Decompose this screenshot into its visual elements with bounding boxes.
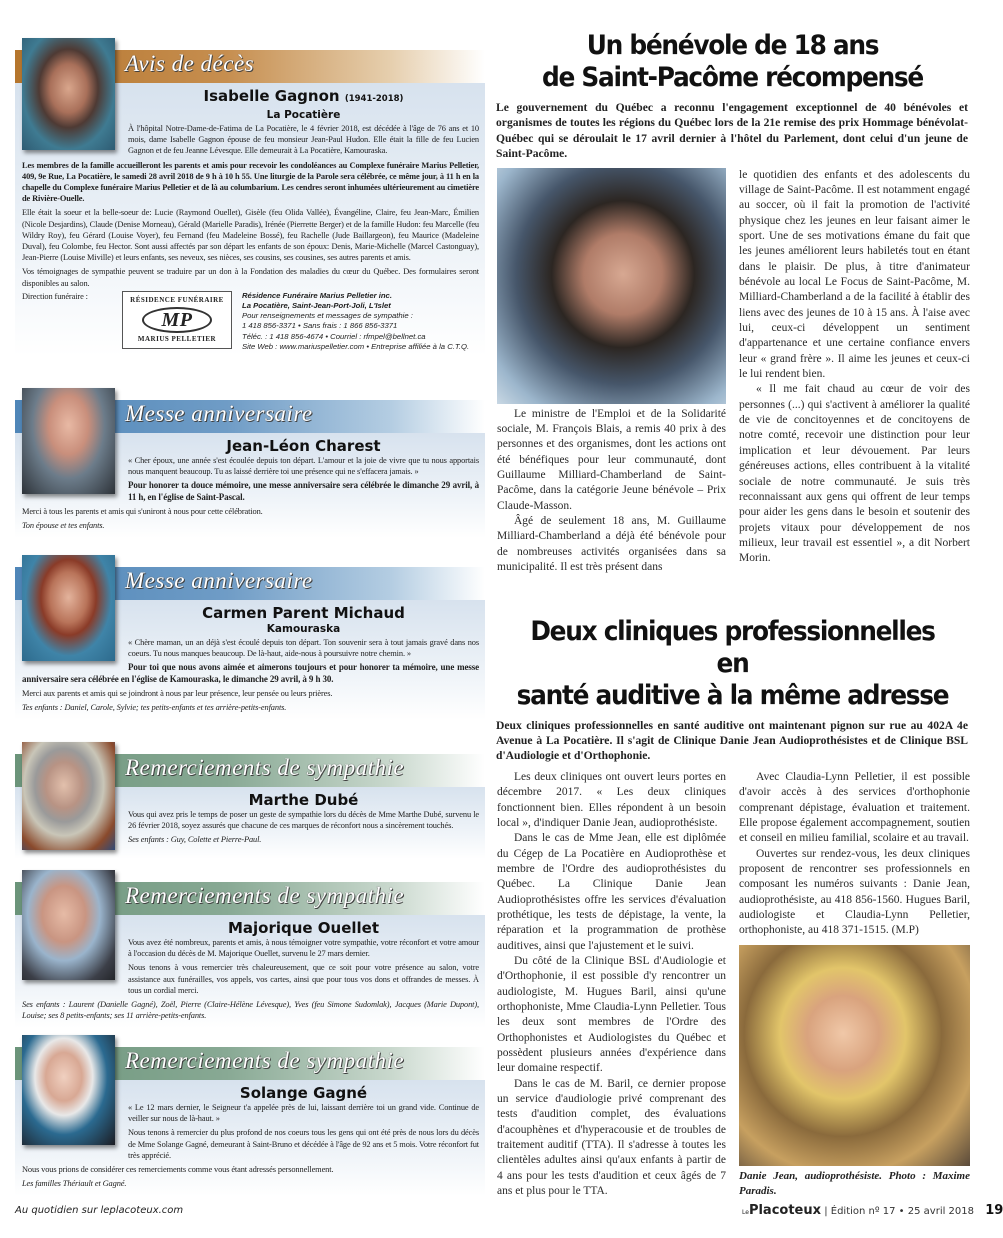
- paragraph: Nous tenons à remercier du plus profond de nos coeurs tous les gens qui ont été près de nous lors du décès de Mme Solange Gagné, demeurant à Saint-Bruno et décédée à l'âge de 92 ans et 5 mois. Votre réconfort fut très apprécié.: [128, 1128, 479, 1160]
- paragraph: « Il me fait chaud au cœur de voir des personnes (...) qui s'activent à améliorer la qualité de vie de concitoyennes et de concitoyens de notre comté, recevoir une distinction pour leur implication et leur dévouement. Par leurs généreuses actions, elles contribuent à la vitalité sociale de notre communauté. Je suis très reconnaissant aux gens qui offrent de leur temps pour aider les gens dans le besoin et soutenir des projets vitaux pour développement de nos milieux, leur travail est essentiel », a dit Norbert Morin.: [739, 383, 970, 565]
- paragraph: Elle était la soeur et la belle-soeur de: Lucie (Raymond Ouellet), Gisèle (feu Olida Vallée), Évangéline, Claire, feu Jean-Marc, Émilien (Nicole Desjardins), Claude (Denise Morneau), Gérald (Marielle Paradis), Irénée (Pierrette Berger) et de la famille Hudon: feu Marcelle (feu Wildry Roy), feu Gérard (Louise Voyer), feu Fernand (feu Madeleine Bossé), feu Rachelle (Jude Baillargeon), feu Maurice (Madeleine Duval), feu Colombe, feu Hector. Sont aussi affectés par son départ les enfants de son époux: Denis, Marie-Michelle (Marcel Castonguay), Jean-Pierre (Louise Miville) et leurs enfants, ses neveux, ses nièces, ses cousins, ses cousines, ses autres parents et amis.: [22, 208, 479, 263]
- person-name: Jean-Léon Charest: [226, 437, 381, 455]
- portrait-photo: [22, 1035, 115, 1145]
- article-column: [497, 770, 726, 1200]
- funeral-home-logo: RÉSIDENCE FUNÉRAIRE MP MARIUS PELLETIER: [122, 291, 232, 349]
- portrait-photo: [22, 38, 115, 150]
- paragraph: Nous tenons à vous remercier très chaleureusement, que ce soit pour votre présence au salon, votre assistance aux funérailles, vos appels, vos cartes, ainsi que pour tous vos dons et offrandes de messes. À tous un cordial merci.: [128, 963, 479, 995]
- paragraph: Merci à tous les parents et amis qui s'uniront à nous pour cette célébration.: [22, 506, 263, 516]
- obituaries-column: [15, 38, 485, 1217]
- years: (1941-2018): [344, 94, 404, 104]
- paragraph: Avec Claudia-Lynn Pelletier, il est possible d'avoir accès à des services d'orthophonie comprenant dépistage, évaluation et traitement. Elle propose également accompagnement, soutien et conseil en milieu familial, scolaire et au travail.: [739, 770, 970, 845]
- obituary-carmen-parent-michaud: [15, 555, 485, 742]
- article-headline: Un bénévole de 18 ans de Saint-Pacôme récompensé: [541, 30, 923, 93]
- article-intro: Deux cliniques professionnelles en santé auditive ont maintenant pignon sur rue au 402A 4e Avenue à La Pocatière. Il s'agit de Clinique Danie Jean Audioprothésistes et de Clinique BSL d'Audiologie et d'Orthophonie.: [496, 718, 968, 763]
- signature: Ses enfants : Laurent (Danielle Gagné), Zoël, Pierre (Claire-Hélène Lévesque), Yves (feu Simone Sudomlak), Jacques (Marie Dupont), Louise; ses 8 petits-enfants; ses 11 arrière-petits-enfants.: [22, 1000, 479, 1021]
- portrait-photo: [22, 870, 115, 980]
- paragraph: Dans le cas de M. Baril, ce dernier propose un service d'audiologie privé comprenant des tests d'audition complet, des évaluations d'acouphènes et d'hyperacousie et de troubles de traitement auditif (TTA). Il s'adresse à toutes les clientèles adultes ainsi qu'aux enfants à partir de 4 ans pour les tests d'audition et ceux âgés de 7 ans et plus pour le TTA.: [497, 1077, 726, 1198]
- person-name: Carmen Parent Michaud: [202, 604, 405, 622]
- portrait-photo: [22, 388, 115, 494]
- portrait-photo: [22, 555, 115, 661]
- portrait-photo: [22, 742, 115, 850]
- paragraph: « Cher époux, une année s'est écoulée depuis ton départ. L'amour et la joie de vivre que tu nous apportais nous manquent beaucoup. Tu as laissé derrière toi une présence qui ne s'effacera jamais. »: [128, 456, 479, 477]
- website-link[interactable]: Au quotidien sur leplacoteux.com: [15, 1205, 184, 1217]
- paragraph: Vous avez été nombreux, parents et amis, à nous témoigner votre sympathie, votre réconfort et votre amour à l'occasion du décès de M. Majorique Ouellet, survenu le 27 mars dernier.: [128, 938, 479, 959]
- place: La Pocatière: [266, 109, 341, 121]
- section-title: Remerciements de sympathie: [125, 1048, 405, 1073]
- section-title: Avis de décès: [125, 51, 255, 76]
- paragraph: À l'hôpital Notre-Dame-de-Fatima de La Pocatière, le 4 février 2018, est décédée à l'âge de 76 ans et 10 mois, dame Isabelle Gagnon épouse de feu monsieur Jean-Paul Hudon. Elle était la fille de feu Lucien Gagnon et de feu Jeanne Lévesque. Elle demeurait à La Pocatière, Kamouraska.: [128, 124, 479, 156]
- obituary-majorique-ouellet: [15, 870, 485, 1035]
- article-column: [739, 168, 970, 567]
- section-title: Messe anniversaire: [125, 568, 313, 593]
- page-number: 19: [985, 1203, 1003, 1218]
- paragraph: Nous vous prions de considérer ces remerciements comme vous étant adressés personnellement.: [22, 1165, 334, 1175]
- obituary-marthe-dube: [15, 742, 485, 870]
- funeral-home-info: Résidence Funéraire Marius Pelletier inc. La Pocatière, Saint-Jean-Port-Joli, L'Islet Pour renseignements et messages de sympathie : 1 418 856-3371 • Sans frais : 1 866 856-3371 Téléc. : 1 418 856-4674 • Courriel : rfmpel@bellnet.ca Site Web : www.mariuspelletier.com • Entreprise affiliée à la C.T.Q.: [242, 290, 470, 351]
- edition-info: Édition nº 17 • 25 avril 2018: [830, 1206, 974, 1217]
- person-name: Isabelle Gagnon: [203, 87, 340, 105]
- signature: Ton épouse et tes enfants.: [22, 521, 105, 531]
- signature: Tes enfants : Daniel, Carole, Sylvie; tes petits-enfants et tes arrière-petits-enfants.: [22, 703, 287, 713]
- person-name: Majorique Ouellet: [227, 919, 380, 937]
- article-headline: Deux cliniques professionnelles en santé auditive à la même adresse: [516, 615, 949, 711]
- paragraph: Les deux cliniques ont ouvert leurs portes en décembre 2017. « Les deux cliniques fonctionnent bien. Elles répondent à un besoin local », d'indiquer Danie Jean, audioprothésiste.: [497, 770, 726, 829]
- newspaper-logo: LePlacoteux: [742, 1203, 822, 1218]
- paragraph: Pour toi que nous avons aimée et aimerons toujours et pour honorer ta mémoire, une messe anniversaire sera célébrée en l'église de Kamouraska, le dimanche 29 avril, à 9 h 30.: [22, 662, 479, 684]
- paragraph: Vos témoignages de sympathie peuvent se traduire par un don à la Fondation des maladies du cœur du Québec. Des formulaires seront disponibles au salon.: [22, 267, 479, 288]
- audioprosthetist-photo: [739, 945, 970, 1166]
- paragraph: Merci aux parents et amis qui se joindront à nous par leur présence, leur pensée ou leurs prières.: [22, 688, 333, 698]
- page-footer: LePlacoteux | Édition nº 17 • 25 avril 2018 19: [742, 1203, 1003, 1218]
- paragraph: Vous qui avez pris le temps de poser un geste de sympathie lors du décès de Mme Marthe Dubé, survenu le 26 février 2018, soyez assurés que chacune de ces marques de réconfort nous a sincèrement touchés.: [128, 810, 479, 831]
- section-title: Remerciements de sympathie: [125, 755, 405, 780]
- paragraph: Dans le cas de Mme Jean, elle est diplômée du Cégep de La Pocatière en Audioprothèse et membre de l'Ordre des audioprothésistes du Québec. La Clinique Danie Jean Audioprothésistes offre les services d'évaluation prothétique, les tests de dépistage, la vente, la réparation et la programmation de prothèse auditives, ainsi que l'ajustement et le suivi.: [497, 832, 726, 952]
- signature: Les familles Thériault et Gagné.: [22, 1179, 127, 1189]
- paragraph: Ouvertes sur rendez-vous, les deux cliniques proposent de rencontrer ses professionnels en composant les numéros suivants : Danie Jean, audioprothésiste, au 418 856-1560. Hugues Baril, audiologiste et Claudia-Lynn Pelletier, orthophoniste, au 418 371-1515. (M.P): [739, 847, 970, 937]
- article-body: [497, 168, 970, 588]
- paragraph: le quotidien des enfants et des adolescents du village de Saint-Pacôme. Il est notamment engagé au soccer, où il fait la promotion de l'activité physique chez les jeunes en leur faisant aimer le sport. Une de ses motivations émane du fait que les jeunes améliorent leurs habiletés tout en étant dans le plaisir. De plus, à titre d'animateur bénévole au local Le Focus de Saint-Pacôme, M. Milliard-Chamberland a de la facilité à établir des liens avec des jeunes de 10 à 15 ans. À l'aise avec lui, ceux-ci développent un sentiment d'appartenance et une certaine confiance envers leur « grand frère ». Il aime les jeunes et ceux-ci le lui rendent bien.: [739, 168, 970, 381]
- obituary-solange-gagne: [15, 1035, 485, 1196]
- person-name: Solange Gagné: [239, 1084, 368, 1102]
- article-intro: Le gouvernement du Québec a reconnu l'engagement exceptionnel de 40 bénévoles et organismes de toutes les régions du Québec lors de la 21e remise des prix Hommage bénévolat-Québec qui se déroulait le 17 avril dernier à l'hôtel du Parlement, dont celui d'un jeune de Saint-Pacôme.: [496, 101, 968, 161]
- signature: Ses enfants : Guy, Colette et Pierre-Paul.: [128, 835, 262, 845]
- volunteer-photo: [497, 168, 726, 404]
- section-title: Messe anniversaire: [125, 401, 313, 426]
- paragraph: « Le 12 mars dernier, le Seigneur t'a appelée près de lui, laissant derrière toi un grand vide. Continue de veiller sur nous de là-haut. »: [128, 1103, 479, 1124]
- obituary-jean-leon-charest: [15, 388, 485, 555]
- paragraph: Pour honorer ta douce mémoire, une messe anniversaire sera célébrée le dimanche 29 avril, à 11 h, en l'église de Saint-Pascal.: [128, 480, 479, 502]
- paragraph: Du côté de la Clinique BSL d'Audiologie et d'Orthophonie, il est possible d'y rencontrer un audiologiste, M. Hugues Baril, ainsi qu'une orthophoniste, Mme Claudia-Lynn Pelletier. Tous les deux sont membres de l'Ordre des Orthophonistes et Audiologistes du Québec et possèdent plusieurs années d'expérience dans leur domaine respectif.: [497, 954, 726, 1075]
- section-title: Remerciements de sympathie: [125, 883, 405, 908]
- paragraph: Âgé de seulement 18 ans, M. Guillaume Milliard-Chamberland a déjà été bénévole pour de nombreuses activités organisées dans sa municipalité. Il est très présent dans: [497, 515, 726, 574]
- person-name: Marthe Dubé: [248, 791, 359, 809]
- paragraph: Le ministre de l'Emploi et de la Solidarité sociale, M. François Blais, a remis 40 prix à des personnes et des organismes, dont les actions ont été bénéfiques pour leur communauté, dont Guillaume Milliard-Chamberland de Saint-Pacôme, dans la catégorie Jeune bénévole – Prix Claude-Masson.: [497, 407, 726, 512]
- paragraph: « Chère maman, un an déjà s'est écoulé depuis ton départ. Ton souvenir sera à tout jamais gravé dans nos coeurs. Tu nous manques beaucoup. De là-haut, aide-nous à poursuivre notre chemin. »: [128, 638, 479, 659]
- article-column: [739, 770, 970, 939]
- articles-column: [495, 30, 970, 1199]
- photo-caption: Danie Jean, audioprothésiste. Photo : Maxime Paradis.: [739, 1169, 970, 1197]
- funeral-label: Direction funéraire :: [22, 291, 88, 301]
- place: Kamouraska: [266, 623, 341, 635]
- paragraph: Les membres de la famille accueilleront les parents et amis pour recevoir les condoléances au Complexe funéraire Marius Pelletier, 409, 9e Rue, La Pocatière, le samedi 28 avril 2018 de 9 h à 10 h 55. Une liturgie de la Parole sera célébrée, ce même jour, à 11 h en la chapelle du Complexe funéraire Marius Pelletier et de là au columbarium. Les cendres seront inhumées ultérieurement au cimetière de Rivière-Ouelle.: [22, 160, 479, 204]
- article-column: [497, 407, 726, 576]
- article-body: [497, 770, 970, 1200]
- obituary-isabelle-gagnon: [15, 38, 485, 388]
